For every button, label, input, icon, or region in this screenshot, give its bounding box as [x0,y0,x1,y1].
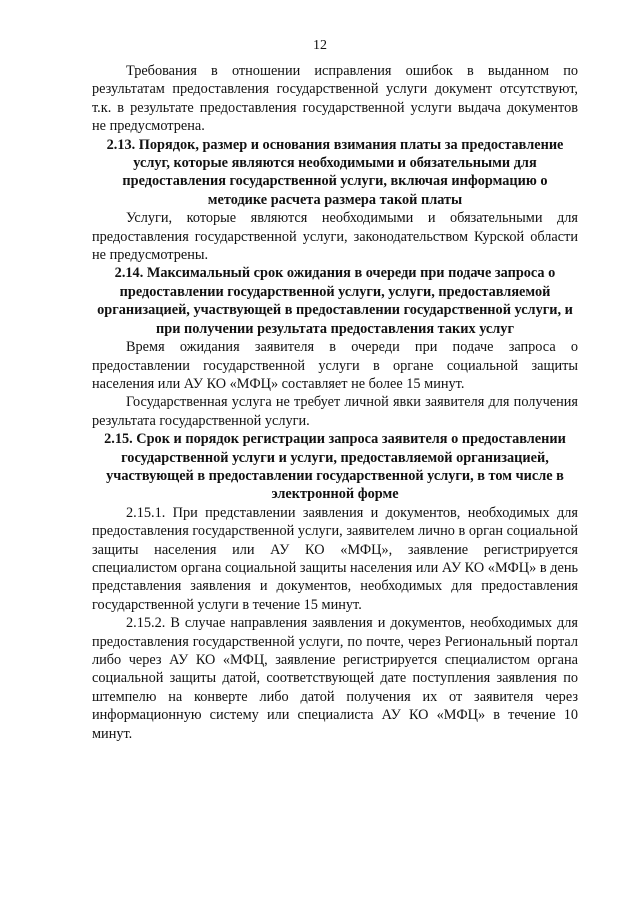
paragraph-2-14-personal-appearance: Государственная услуга не требует личной явки заявителя для получения результата государственной услуги. [92,394,578,429]
paragraph-error-correction: Требования в отношении исправления ошибок в выданном по результатам предоставления государственной услуги документ отсутствуют, т.к. в результате предоставления государственной услуги выдача документов не предусмотрена. [92,63,578,135]
paragraph-2-15-2: 2.15.2. В случае направления заявления и документов, необходимых для предоставления государственной услуги, по почте, через Региональный портал либо через АУ КО «МФЦ, заявление регистрируется специалистом органа социальной защиты датой, соответствующей дате поступления заявления по штемпелю на конверте либо датой получения их от заявителя через информационную систему или специалиста АУ КО «МФЦ» в течение 10 минут. [92,615,578,742]
page-number: 12 [313,38,327,53]
paragraph-2-14-waiting-time: Время ожидания заявителя в очереди при подаче запроса о предоставлении государственной услуги в органе социальной защиты населения или АУ КО «МФЦ» составляет не более 15 минут. [92,339,578,392]
section-heading-2-14: 2.14. Максимальный срок ожидания в очереди при подаче запроса о предоставлении государственной услуги, услуги, предоставляемой организацией, участвующей в предоставлении государственной услуги, и при получении результата предоставления таких услуг [97,265,573,337]
section-heading-2-13: 2.13. Порядок, размер и основания взимания платы за предоставление услуг, которые являются необходимыми и обязательными для предоставления государственной услуги, включая информацию о методике расчета размера такой платы [106,136,564,208]
section-heading-2-15: 2.15. Срок и порядок регистрации запроса заявителя о предоставлении государственной услуги и услуги, предоставляемой организацией, участвующей в предоставлении государственной услуги, в том числе в электронной форме [104,431,566,503]
document-body [92,62,578,743]
paragraph-2-15-1: 2.15.1. При представлении заявления и документов, необходимых для предоставления государственной услуги, заявителем лично в орган социальной защиты населения или АУ КО «МФЦ», заявление регистрируется специалистом органа социальной защиты населения или АУ КО «МФЦ» в день представления заявления и документов, необходимых для предоставления государственной услуги в течение 15 минут. [92,504,578,613]
paragraph-2-13: Услуги, которые являются необходимыми и обязательными для предоставления государственной услуги, законодательством Курской области не предусмотрены. [92,210,578,264]
